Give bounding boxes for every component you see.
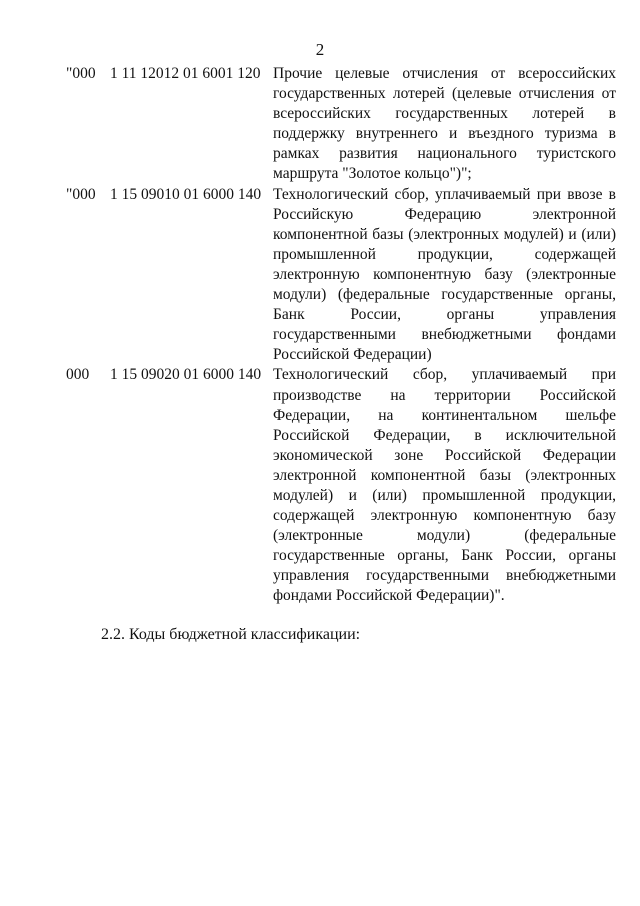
admin-code: "000 (66, 65, 96, 82)
page-number: 2 (315, 40, 325, 59)
section-heading: 2.2. Коды бюджетной классификации: (101, 626, 361, 643)
budget-code: 1 15 09010 01 6000 140 (110, 185, 262, 203)
code-description: Прочие целевые отчисления от всероссийских государственных лотерей (целевые отчисления от всероссийских государственных лотерей в поддержку внутреннего и въездного туризма в рамках развития национального туристского маршрута "Золотое кольцо")"; (273, 65, 616, 183)
table-row (66, 64, 616, 185)
budget-code-table (66, 64, 616, 607)
admin-code: 000 (66, 366, 90, 384)
budget-code: 1 11 12012 01 6001 120 (110, 65, 261, 82)
budget-code: 1 15 09020 01 6000 140 (110, 366, 262, 384)
admin-code: "000 (66, 185, 96, 203)
code-description: Технологический сбор, уплачиваемый при производстве на территории Российской Федерации, на континентальном шельфе Российской Федерации, в исключительной экономической зоне Российской Федерации электронной компонентной базы (электронных модулей) и (или) промышленной продукции, содержащей электронную компонентную базу (электронные модули) (федеральные государственные органы, Банк России, органы управления государственными внебюджетными фондами Российской Федерации)". (273, 366, 616, 605)
table-row (66, 365, 616, 606)
code-description: Технологический сбор, уплачиваемый при ввозе в Российскую Федерацию электронной компонентной базы (электронных модулей) и (или) промышленной продукции, содержащей электронную компонентную базу (электронные модули) (федеральные государственные органы, Банк России, органы управления государственными внебюджетными фондами Российской Федерации) (273, 185, 616, 364)
table-row (66, 185, 616, 366)
